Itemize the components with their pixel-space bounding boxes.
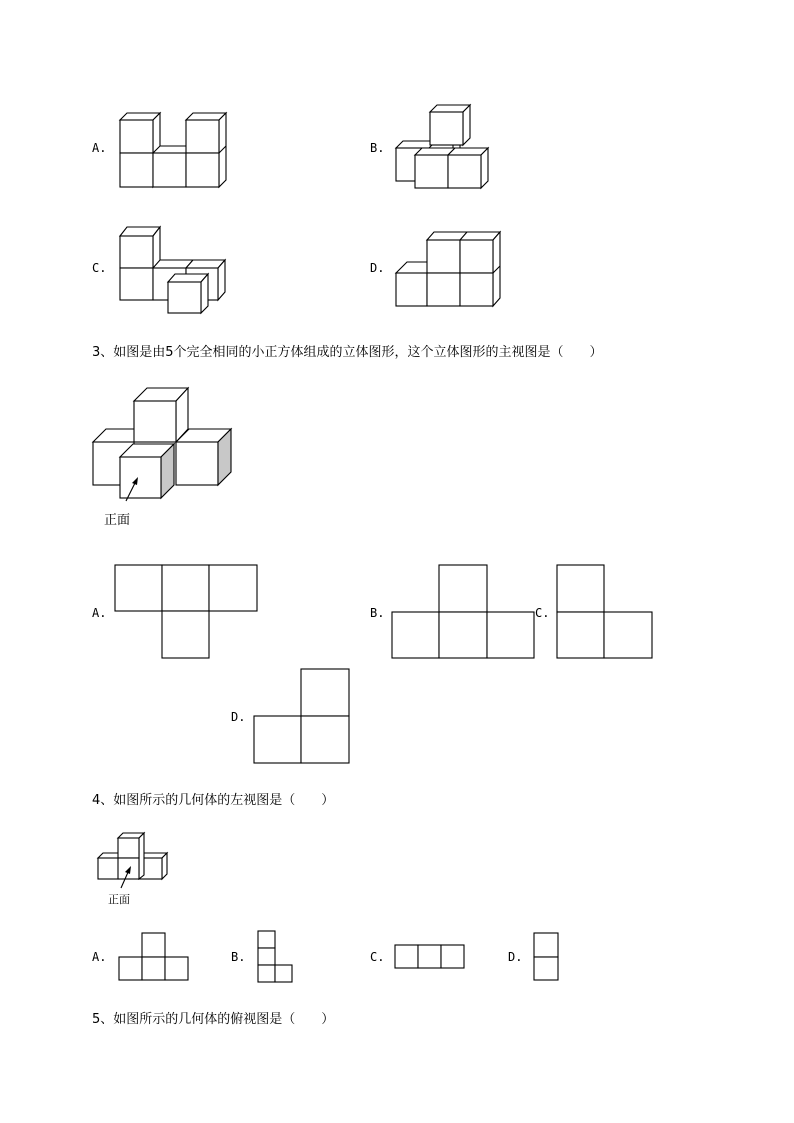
q3-option-a-figure — [114, 564, 260, 662]
q4-option-a-figure — [118, 932, 192, 984]
q4-front-label: 正面 — [108, 893, 130, 906]
q4-option-d-figure — [533, 932, 563, 984]
q3-front-label: 正面 — [104, 513, 131, 528]
q4-text: 4、如图所示的几何体的左视图是（ ） — [92, 793, 335, 808]
q4-option-d-label[interactable]: D. — [508, 950, 523, 964]
q4-option-b-figure — [257, 930, 297, 986]
q2-option-d-figure — [393, 228, 505, 310]
q4-option-b-label[interactable]: B. — [231, 950, 246, 964]
q2-option-c-label[interactable]: C. — [92, 261, 107, 275]
q4-solid-figure — [95, 830, 175, 902]
q4-option-c-label[interactable]: C. — [370, 950, 385, 964]
q3-option-d-figure — [253, 668, 353, 766]
q3-option-b-label[interactable]: B. — [370, 606, 385, 620]
q3-option-a-label[interactable]: A. — [92, 606, 107, 620]
q4-option-c-figure — [394, 944, 468, 972]
q2-option-a-figure — [115, 108, 235, 190]
q2-option-c-figure — [115, 222, 230, 316]
q5-text: 5、如图所示的几何体的俯视图是（ ） — [92, 1012, 335, 1027]
q2-option-b-figure — [393, 100, 503, 196]
q3-option-c-label[interactable]: C. — [535, 606, 550, 620]
q2-option-a-label[interactable]: A. — [92, 141, 107, 155]
q3-option-b-figure — [391, 564, 537, 662]
q3-option-c-figure — [556, 564, 656, 662]
q4-option-a-label[interactable]: A. — [92, 950, 107, 964]
q2-option-d-label[interactable]: D. — [370, 261, 385, 275]
q3-solid-figure — [90, 385, 240, 505]
q3-text: 3、如图是由5个完全相同的小正方体组成的立体图形，这个立体图形的主视图是（ ） — [92, 345, 603, 360]
q3-option-d-label[interactable]: D. — [231, 710, 246, 724]
q2-option-b-label[interactable]: B. — [370, 141, 385, 155]
